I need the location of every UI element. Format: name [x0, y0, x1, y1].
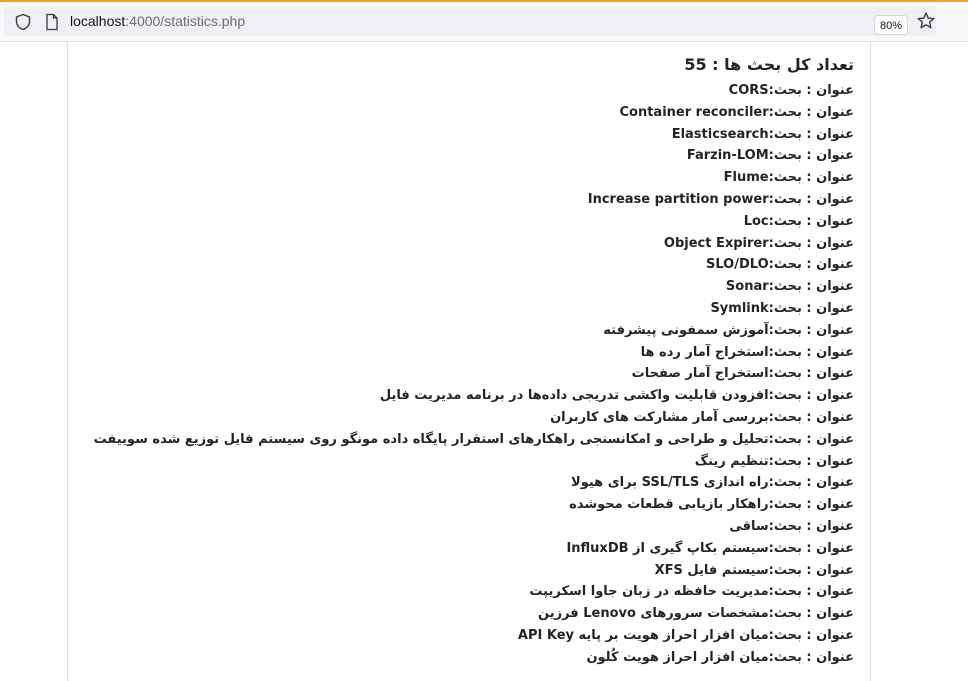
topic-item: عنوان : بحث:آموزش سمفونی پیشرفته [603, 322, 854, 338]
statistics-section [94, 52, 854, 669]
topic-item: عنوان : بحث:میان افزار احراز هویت بر پایه API Key [517, 627, 854, 643]
page-icon [44, 13, 60, 31]
topic-item: عنوان : بحث:تنظیم رینگ [694, 453, 854, 469]
topic-item: عنوان : بحث:Container reconciler [619, 104, 854, 120]
address-bar[interactable] [4, 6, 936, 36]
topic-item: عنوان : بحث:مدیریت حافظه در زبان جاوا اسکریپت [529, 584, 854, 600]
topic-item: عنوان : بحث:SLO/DLO [705, 257, 854, 273]
topic-item: عنوان : بحث:سیستم فایل XFS [654, 562, 854, 578]
page-content [67, 42, 871, 681]
topic-item: عنوان : بحث:استخراج آمار رده ها [640, 344, 854, 360]
topic-item: عنوان : بحث:ساقی [729, 518, 854, 534]
topic-item: عنوان : بحث:افزودن قابلیت واکشی تدریجی داده‌ها در برنامه مدیریت فایل [379, 388, 854, 404]
topic-item: عنوان : بحث:Object Expirer [663, 235, 854, 251]
url-path: :4000/statistics.php [125, 13, 246, 29]
topic-item: عنوان : بحث:مشخصات سرورهای Lenovo فرزین [538, 606, 854, 622]
topic-item: عنوان : بحث:میان افزار احراز هویت کُلون [586, 649, 854, 665]
url-text[interactable] [70, 13, 245, 29]
topic-item: عنوان : بحث:Loc [743, 213, 854, 229]
topic-item: عنوان : بحث:Sonar [725, 279, 854, 295]
topic-item: عنوان : بحث:Farzin-LOM [686, 148, 854, 164]
browser-toolbar [0, 2, 968, 42]
topic-item: عنوان : بحث:Increase partition power [587, 191, 854, 207]
topic-item: عنوان : بحث:استخراج آمار صفحات [631, 366, 854, 382]
topic-item: عنوان : بحث:بررسی آمار مشارکت های کاربران [550, 409, 854, 425]
shield-icon[interactable] [14, 13, 32, 31]
zoom-level-button[interactable]: 80% [874, 15, 908, 35]
page-title: تعداد کل بحث ها : 55 [684, 55, 854, 74]
topic-item: عنوان : بحث:Elasticsearch [671, 126, 854, 142]
topic-item: عنوان : بحث:راه اندازی SSL/TLS برای هیولا [571, 475, 854, 491]
topic-item: عنوان : بحث:سیستم بکاپ گیری از InfluxDB [566, 540, 854, 556]
topic-item: عنوان : بحث:Symlink [710, 300, 854, 316]
topic-item: عنوان : بحث:راهکار بازیابی قطعات محوشده [569, 497, 854, 513]
bookmark-star-icon[interactable] [916, 11, 936, 31]
url-host: localhost [70, 13, 126, 29]
topic-item: عنوان : بحث:CORS [728, 83, 854, 98]
topic-list [94, 80, 854, 669]
topic-item: عنوان : بحث:Flume [723, 170, 854, 186]
topic-item: عنوان : بحث:تحلیل و طراحی و امکانسنجی راهکارهای استقرار پایگاه داده مونگو روی سیستم فایل توزیع شده سوییفت [93, 431, 854, 447]
